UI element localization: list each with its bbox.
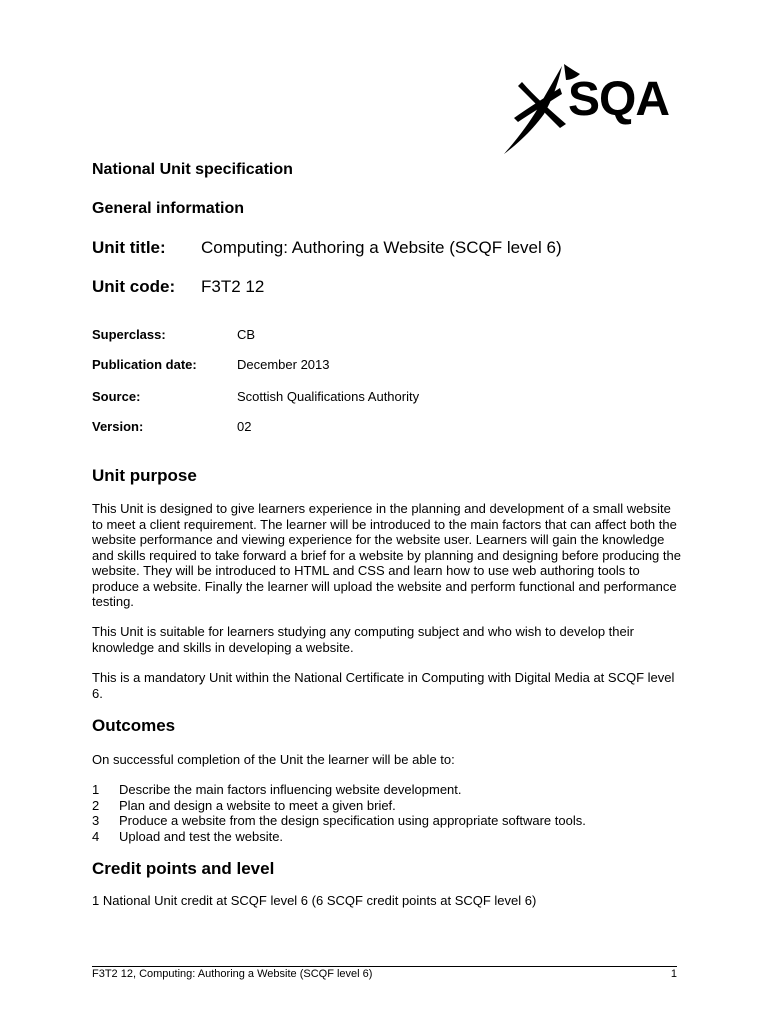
credit-points-heading: Credit points and level: [92, 859, 275, 878]
footer-text: F3T2 12, Computing: Authoring a Website (SCQF level 6): [92, 968, 373, 980]
footer-divider: [92, 966, 677, 967]
credit-points-text: 1 National Unit credit at SCQF level 6 (6 SCQF credit points at SCQF level 6): [92, 893, 537, 908]
meta-value: CB: [237, 327, 256, 342]
meta-value: December 2013: [237, 357, 330, 372]
unit-code-value: F3T2 12: [201, 277, 265, 296]
unit-code-row: [92, 276, 264, 298]
outcome-text: Describe the main factors influencing website development.: [119, 782, 462, 797]
general-information-heading: General information: [92, 200, 245, 217]
meta-value: Scottish Qualifications Authority: [237, 389, 420, 404]
unit-title-label: Unit title:: [92, 238, 166, 257]
outcome-number: 2: [92, 797, 100, 813]
unit-title-row: [92, 237, 562, 259]
list-item: [92, 798, 682, 814]
purpose-paragraph: This Unit is designed to give learners experience in the planning and development of a small website to meet a client requirement. The learner will be introduced to the main factors that can affect both the website performance and viewing experience for the website user. Learners will gain the knowledge and skills required to take forward a brief for a website by planning and designing before producing the website. They will be introduced to HTML and CSS and learn how to use web authoring tools to produce a website. Finally the learner will upload the website and perform functional and performance testing.: [92, 501, 681, 609]
sqa-logo: [500, 58, 695, 158]
list-item: [92, 813, 682, 829]
spec-title: National Unit specification: [92, 161, 293, 178]
outcome-number: 1: [92, 782, 100, 797]
outcomes-list: [92, 782, 682, 844]
meta-label: Source:: [92, 389, 141, 404]
meta-label: Version:: [92, 419, 144, 434]
meta-row-publication-date: [92, 357, 330, 373]
unit-purpose-heading: Unit purpose: [92, 466, 197, 485]
list-item: [92, 782, 682, 798]
unit-code-label: Unit code:: [92, 277, 176, 296]
sqa-logo-text: SQA: [568, 73, 670, 126]
meta-row-superclass: [92, 327, 255, 343]
page-number: 1: [670, 968, 677, 980]
outcomes-intro: On successful completion of the Unit the learner will be able to:: [92, 752, 455, 767]
list-item: [92, 829, 682, 845]
purpose-paragraph: This Unit is suitable for learners studying any computing subject and who wish to develop their knowledge and skills in developing a website.: [92, 624, 634, 655]
meta-row-version: [92, 419, 251, 435]
outcome-text: Upload and test the website.: [119, 828, 284, 844]
meta-value: 02: [237, 419, 252, 434]
meta-row-source: [92, 389, 419, 405]
meta-label: Superclass:: [92, 327, 166, 342]
outcome-number: 4: [92, 828, 100, 844]
meta-label: Publication date:: [92, 357, 197, 372]
outcome-text: Produce a website from the design specification using appropriate software tools.: [119, 813, 586, 828]
outcome-number: 3: [92, 813, 100, 828]
unit-title-value: Computing: Authoring a Website (SCQF level 6): [201, 238, 562, 257]
purpose-paragraph: This is a mandatory Unit within the National Certificate in Computing with Digital Media at SCQF level 6.: [92, 670, 675, 701]
outcome-text: Plan and design a website to meet a given brief.: [119, 797, 396, 813]
outcomes-heading: Outcomes: [92, 716, 176, 735]
